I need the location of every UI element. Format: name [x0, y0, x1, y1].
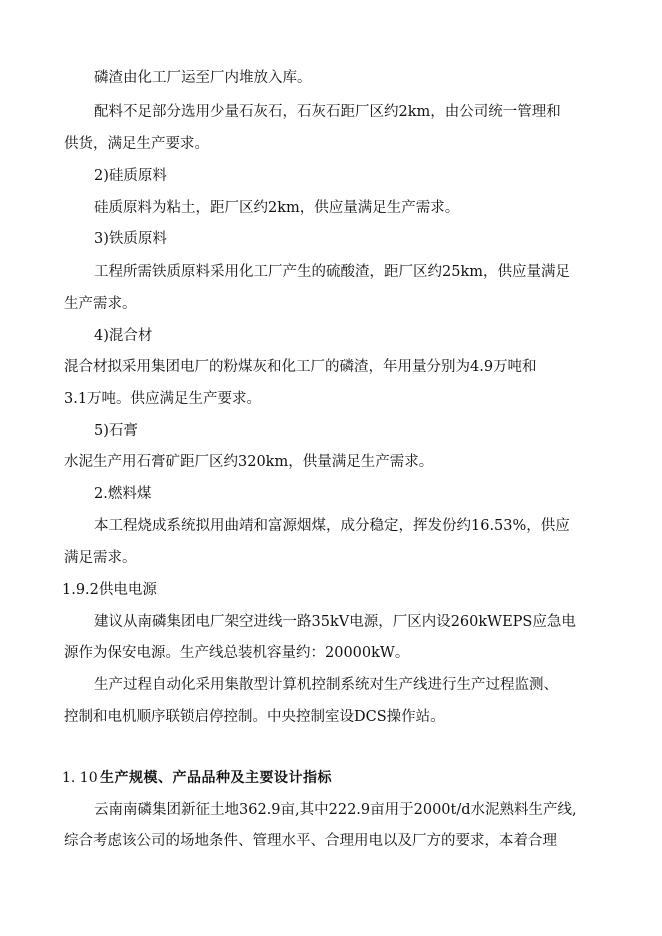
- text-line: 本工程烧成系统拟用曲靖和富源烟煤，成分稳定，挥发份约16.53%，供应: [94, 518, 570, 534]
- section-heading: 生产规模、产品品种及主要设计指标: [100, 770, 332, 786]
- subheading: 3)铁质原料: [94, 231, 167, 247]
- subheading: 4)混合材: [94, 328, 153, 344]
- subheading: 2.燃料煤: [94, 486, 152, 502]
- text-line: 建议从南磷集团电厂架空进线一路35kV电源，厂区内设260kWEPS应急电: [94, 614, 576, 630]
- text-line: 满足需求。: [64, 550, 137, 566]
- text-line: 供货，满足生产要求。: [64, 136, 209, 152]
- section-heading: 1.9.2供电电源: [62, 582, 157, 598]
- subheading: 5)石膏: [94, 423, 138, 439]
- section-number: 1. 10: [62, 770, 98, 786]
- text-line: 源作为保安电源。生产线总装机容量约：20000kW。: [64, 645, 410, 661]
- text-line: 工程所需铁质原料采用化工厂产生的硫酸渣，距厂区约25km，供应量满足: [94, 264, 570, 280]
- text-line: 硅质原料为粘土，距厂区约2km，供应量满足生产需求。: [94, 200, 460, 216]
- text-line: 水泥生产用石膏矿距厂区约320km，供量满足生产需求。: [64, 454, 434, 470]
- text-line: 配料不足部分选用少量石灰石，石灰石距厂区约2km，由公司统一管理和: [94, 104, 561, 120]
- text-line: 混合材拟采用集团电厂的粉煤灰和化工厂的磷渣，年用量分别为4.9万吨和: [64, 359, 537, 375]
- text-line: 控制和电机顺序联锁启停控制。中央控制室设DCS操作站。: [64, 709, 445, 725]
- text-line: 生产过程自动化采用集散型计算机控制系统对生产线进行生产过程监测、: [94, 677, 558, 693]
- subheading: 2)硅质原料: [94, 168, 167, 184]
- text-line: 云南南磷集团新征土地362.9亩,其中222.9亩用于2000t/d水泥熟料生产线,: [94, 802, 577, 818]
- text-line: 3.1万吨。供应满足生产要求。: [64, 391, 262, 407]
- text-line: 生产需求。: [64, 296, 137, 312]
- text-line: 综合考虑该公司的场地条件、管理水平、合理用电以及厂方的要求，本着合理: [64, 833, 557, 849]
- text-line: 磷渣由化工厂运至厂内堆放入库。: [94, 70, 312, 86]
